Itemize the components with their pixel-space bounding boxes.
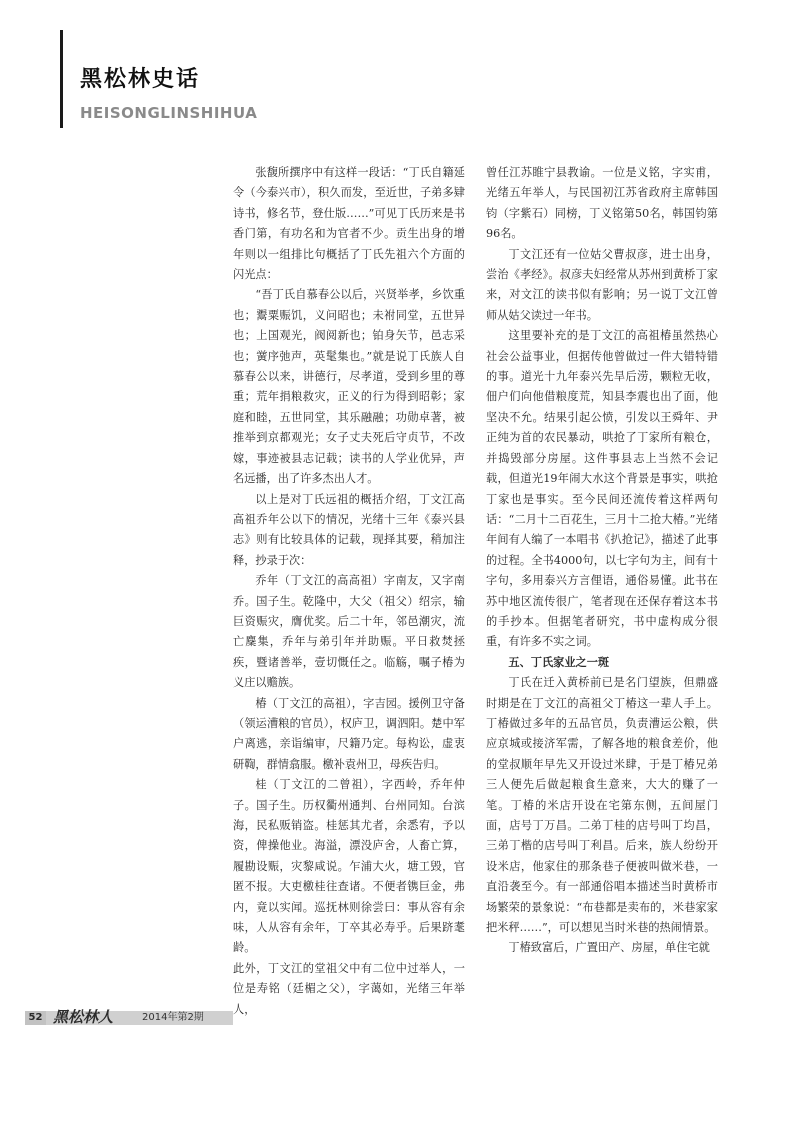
paragraph: 这里要补充的是丁文江的高祖椿虽然热心社会公益事业，但据传他曾做过一件大错特错的事。道光十九年泰兴先旱后涝，颗粒无收，佃户们向他借粮度荒，知县李震也出了面，他坚决不允。结果引起公愤，引发以王舜年、尹正纯为首的农民暴动，哄抢了丁家所有粮仓，并捣毁部分房屋。这件事县志上当然不会记载，但道光19年闹大水这个背景是事实，哄抢丁家也是事实。至今民间还流传着这样两句话：“二月十二百花生，三月十二抢大椿。”光绪年间有人编了一本唱书《扒抢记》，描述了此事的过程。全书4000句，以七字句为主，间有十字句，多用泰兴方言俚语，通俗易懂。此书在苏中地区流传很广，笔者现在还保存着这本书的手抄本。但据笔者研究，书中虚构成分很重，有许多不实之词。: [486, 329, 718, 649]
section-heading: 五、丁氏家业之一斑: [508, 655, 610, 669]
article-right-column: [486, 163, 718, 959]
paragraph: 椿（丁文江的高祖），字吉园。援例卫守备（领运漕粮的官员），权庐卫，调泗阳。楚中军户离逃，亲诣编审，尺籍乃定。每构讼，虚衷研鞫，群情翕服。檄补袁州卫，母疾告归。: [233, 696, 465, 771]
paragraph: 桂（丁文江的二曾祖），字西岭，乔年仲子。国子生。历权衢州通判、台州同知。台滨海，民私贩销盗。桂惩其尤者，余悉宥，予以资，俾操他业。海溢，漂没庐舍，人畜亡算，履勘设赈，灾黎咸说。乍浦大火，塘工毁，官匿不报。大吏檄桂往查诸。不便者镌巨金，弗内，竟以实闻。巡抚林则徐尝曰：事从容有余味，人从容有余年，丁卒其必寿乎。后果跻耄龄。: [233, 778, 465, 955]
page-number: 52: [25, 1011, 46, 1025]
magazine-logo: 黑松林人: [53, 1008, 114, 1026]
paragraph: 以上是对丁氏远祖的概括介绍，丁文江高高祖乔年公以下的情况，光绪十三年《泰兴县志》则有比较具体的记载，现择其要，稍加注释，抄录于次：: [233, 492, 465, 567]
header-accent-bar: [60, 30, 63, 128]
paragraph: 此外，丁文江的堂祖父中有二位中过举人，一位是寿铭（廷楣之父），字蔼如，光绪三年举人，: [233, 961, 465, 1016]
column-title: 黑松林史话: [80, 67, 201, 92]
paragraph: 张馥所撰序中有这样一段话：“丁氏自籍延令（今泰兴市），积久而发，至近世，子弟多肄诗书，修名节，登仕版……”可见丁氏历来是书香门第，有功名和为官者不少。贡生出身的增年则以一组排比句概括了丁氏先祖六个方面的闪光点：: [233, 166, 465, 282]
paragraph: 丁文江还有一位姑父曹叔彦，进士出身，尝治《孝经》。叔彦夫妇经常从苏州到黄桥丁家来，对文江的读书似有影响；另一说丁文江曾师从姑父读过一年书。: [486, 247, 718, 322]
issue-label: 2014年第2期: [142, 1012, 204, 1023]
paragraph: 丁椿致富后，广置田产、房屋，单住宅就: [508, 941, 710, 955]
paragraph: “吾丁氏自慕春公以后，兴贤举孝，乡饮重也；鬻粟赈饥，义问昭也；未祔同堂，五世异也；上国观光，阀阅新也；铂身矢节，邑志采也；黉序弛声，英髦集也。”就是说丁氏族人自慕春公以来，讲德行，尽孝道，受到乡里的尊重；荒年捐粮救灾，正义的行为得到昭彰；家庭和睦，五世同堂，其乐融融；功勋卓著，被推举到京都观光；女子丈夫死后守贞节，不改嫁，事迹被县志记载；读书的人学业优异，声名远播，出了许多杰出人才。: [233, 288, 465, 486]
paragraph: 乔年（丁文江的高高祖）字南友，又字南乔。国子生。乾隆中，大父（祖父）绍宗，输巨资赈灾，膺优奖。后二十年，邻邑潮灾，流亡麇集，乔年与弟引年并助赈。平日救焚拯疾，暨诸善举，壹切慨任之。临觞，嘱子椿为义庄以赡族。: [233, 574, 465, 690]
paragraph: 曾任江苏睢宁县教谕。一位是义铭，字实甫，光绪五年举人，与民国初江苏省政府主席韩国钧（字紫石）同榜，丁义铭第50名，韩国钧第96名。: [486, 166, 718, 241]
page-footer: [25, 1008, 233, 1026]
column-subtitle: HEISONGLINSHIHUA: [80, 104, 258, 122]
article-left-column: [233, 163, 465, 1020]
paragraph: 丁氏在迁入黄桥前已是名门望族，但鼎盛时期是在丁文江的高祖父丁椿这一辈人手上。丁椿做过多年的五品官员，负责漕运公粮，供应京城或接济军需，了解各地的粮食差价，他的堂叔顺年早先又开设过米肆，于是丁椿兄弟三人便先后做起粮食生意来，大大的赚了一笔。丁椿的米店开设在宅第东侧，五间屋门面，店号丁万昌。二弟丁桂的店号叫丁均昌，三弟丁楷的店号叫丁利昌。后来，族人纷纷开设米店，他家住的那条巷子便被叫做米巷，一直沿袭至今。有一部通俗唱本描述当时黄桥市场繁荣的景象说：“布巷都是卖布的，米巷家家把米秤……”，可以想见当时米巷的热闹情景。: [486, 676, 718, 935]
